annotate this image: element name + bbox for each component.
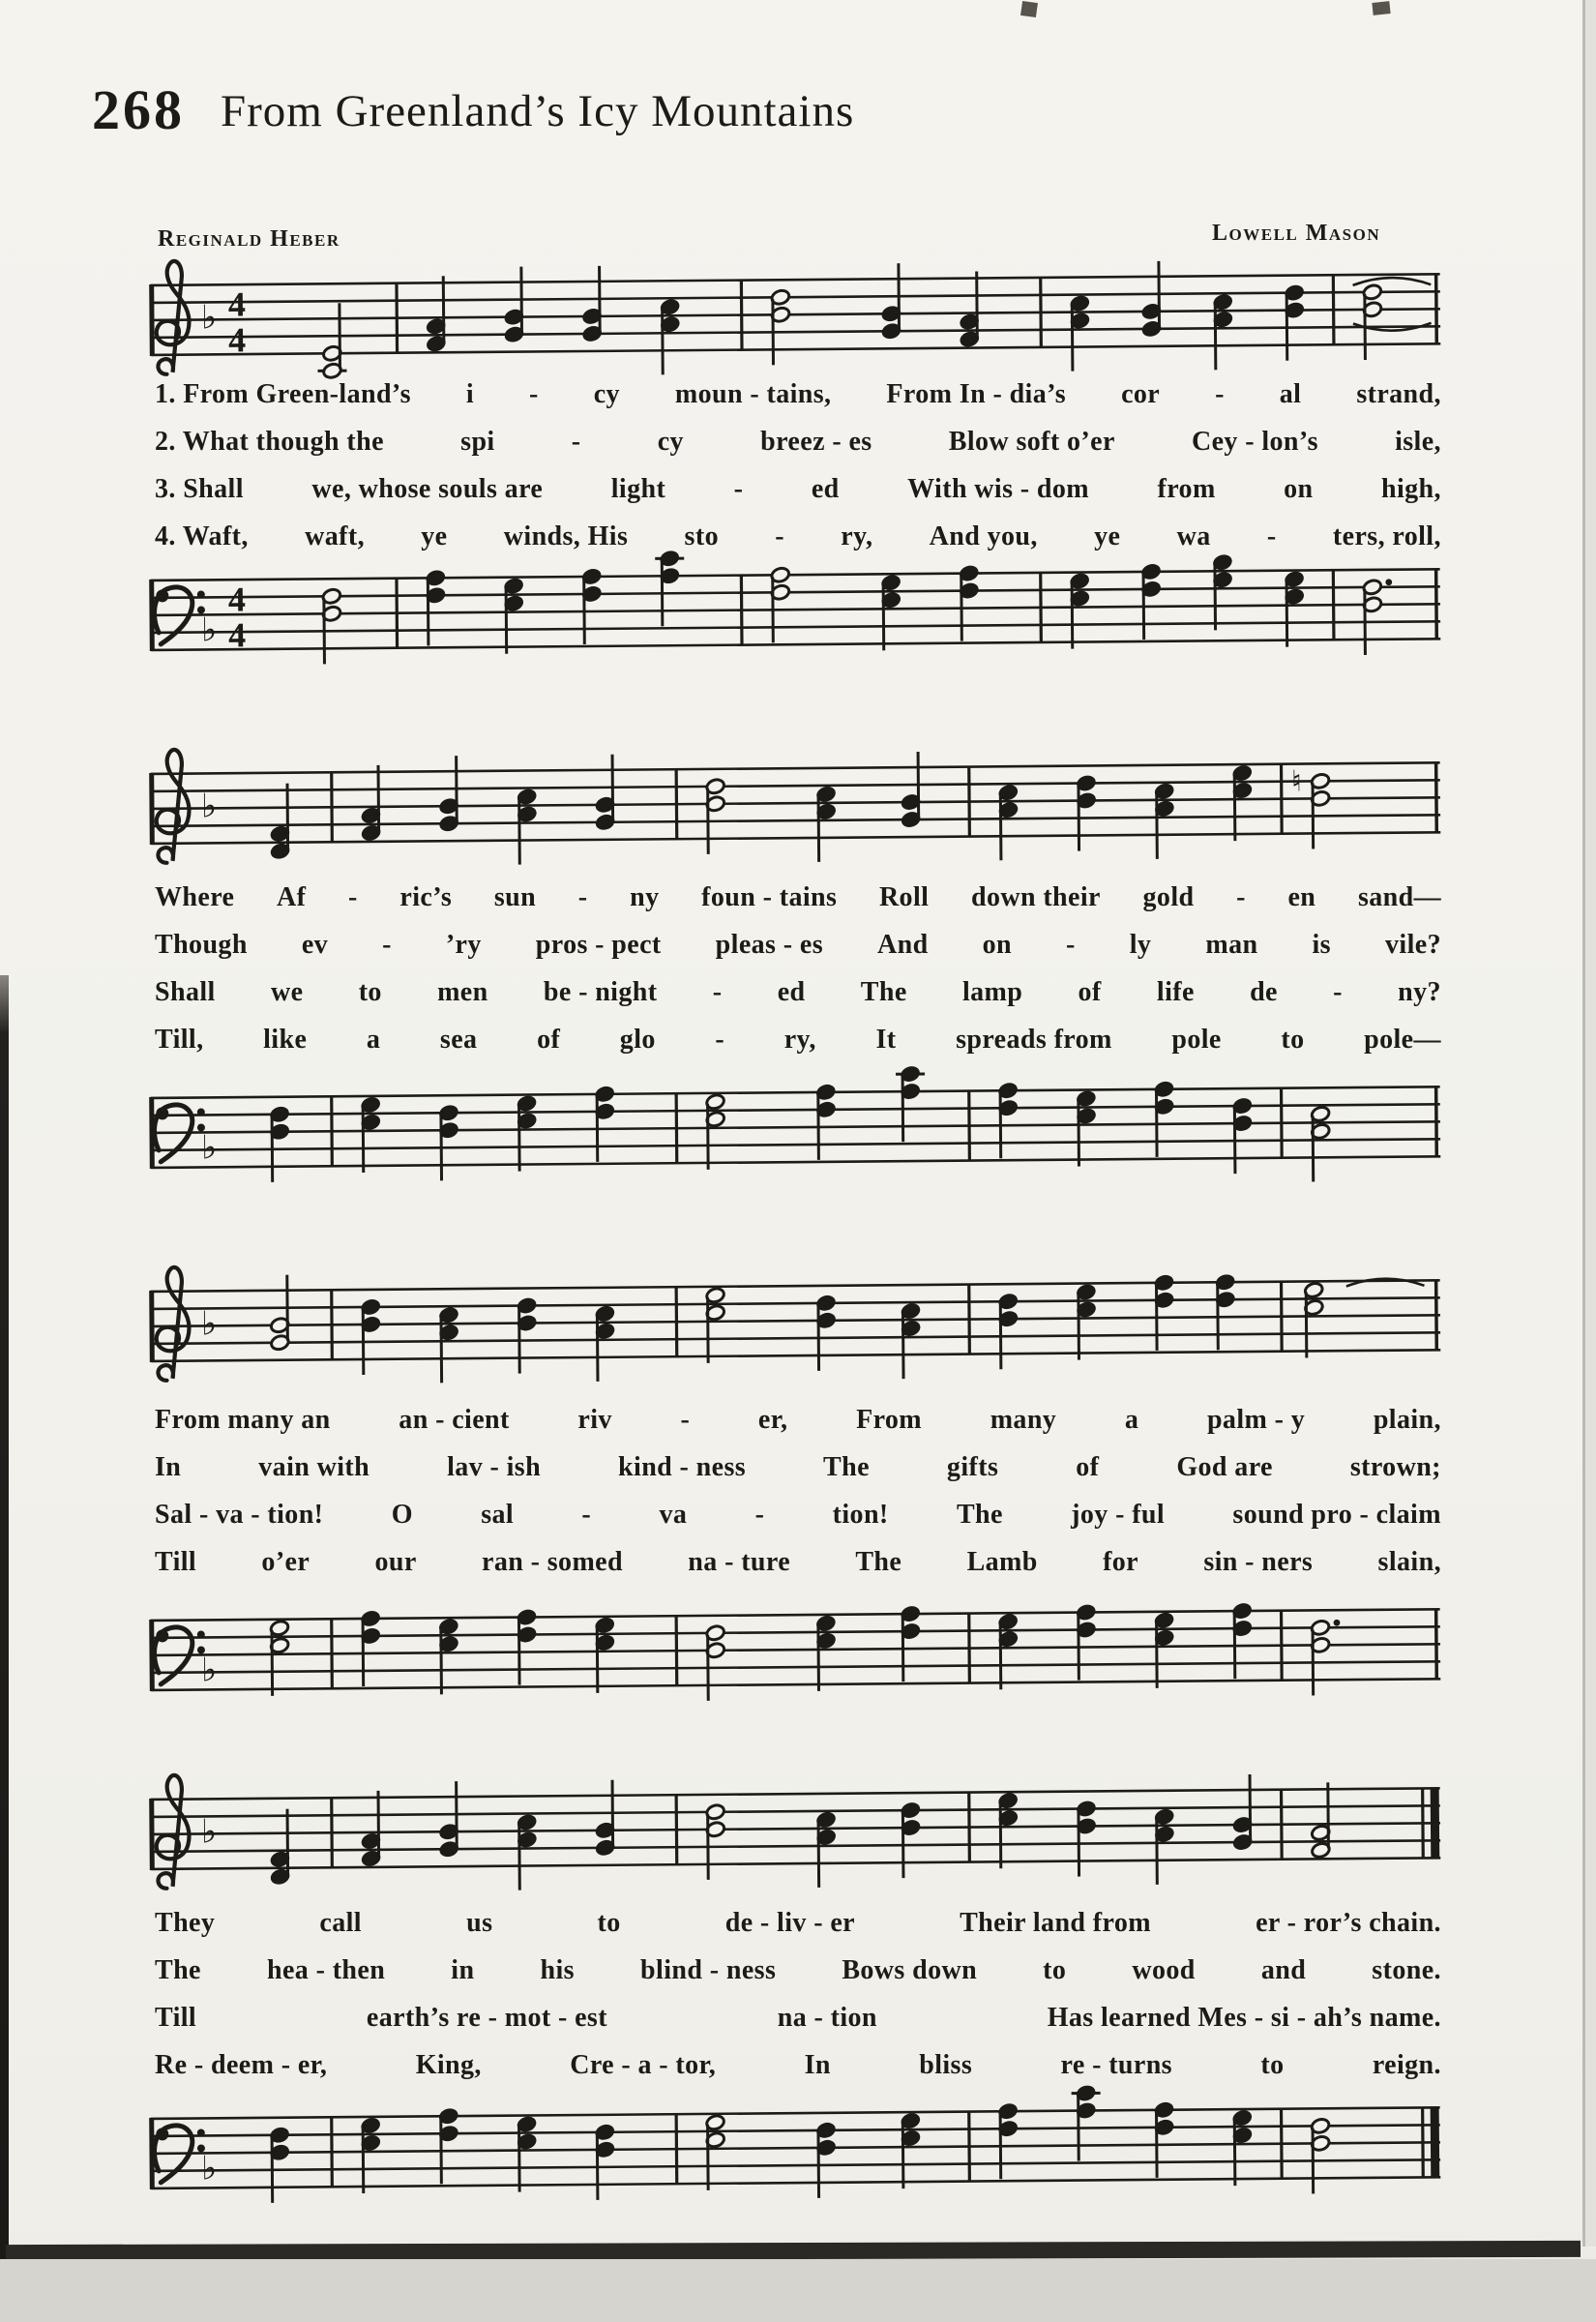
verse-1-line-3: From many an an - cient riv - er, From many a palm - y plain, [155,1405,1441,1435]
scan-bleed-mark [1020,1,1038,17]
verse-block-4 [155,1908,1441,2098]
verse-4-line-4: Re - deem - er, King, Cre - a - tor, In bliss re - turns to reign. [155,2050,1441,2080]
svg-text:♭: ♭ [200,2149,218,2188]
scan-bottom-edge [6,2241,1581,2261]
verse-1-line-1: 1. From Green-land’s i - cy moun - tains, From In - dia’s cor - al strand, [155,379,1441,409]
composer-name: Lowell Mason [1212,221,1381,246]
svg-text:♮: ♮ [1290,764,1302,799]
verse-3-line-1: 3. Shall we, whose souls are light - ed With wis - dom from on high, [155,474,1441,504]
system-2-treble-staff [142,724,1444,880]
verse-2-line-4: The hea - then in his blind - ness Bows down to wood and stone. [155,1955,1441,1985]
system-2-bass-staff [142,1048,1444,1205]
svg-text:4: 4 [228,320,247,360]
svg-text:♭: ♭ [200,1651,218,1690]
author-name: Reginald Heber [158,226,340,252]
svg-text:4: 4 [227,284,247,324]
verse-3-line-3: Sal - va - tion! O sal - va - tion! The joy - ful sound pro - claim [155,1500,1441,1530]
svg-text:4: 4 [227,580,247,619]
verse-4-line-1: 4. Waft, waft, ye winds, His sto - ry, And you, ye wa - ters, roll, [155,521,1441,551]
svg-text:♭: ♭ [200,1812,218,1852]
hymn-title: From Greenland’s Icy Mountains [221,86,855,136]
scan-left-edge [0,975,9,2262]
svg-text:♭: ♭ [200,298,218,338]
verse-3-line-2: Shall we to men be - night - ed The lamp of life de - ny? [155,977,1441,1007]
system-4-treble-staff [142,1749,1444,1906]
svg-text:♭: ♭ [200,1128,218,1168]
verse-2-line-2: Though ev - ’ry pros - pect pleas - es And on - ly man is vile? [155,930,1441,960]
svg-text:♭: ♭ [200,610,218,650]
svg-text:♭: ♭ [200,1304,218,1344]
system-1-bass-staff [142,530,1444,687]
verse-2-line-1: 2. What though the spi - cy breez - es Blow soft o’er Cey - lon’s isle, [155,427,1441,457]
verse-4-line-3: Till o’er our ran - somed na - ture The Lamb for sin - ners slain, [155,1547,1441,1577]
svg-text:4: 4 [228,615,247,655]
scan-bottom-shade [0,2259,1596,2322]
system-4-bass-staff [142,2069,1444,2225]
scan-bleed-mark [1372,1,1390,15]
hymn-number: 268 [92,78,185,141]
svg-text:♭: ♭ [200,787,218,826]
system-1-treble-staff [142,235,1444,392]
system-3-treble-staff [142,1241,1444,1398]
verse-4-line-2: Till, like a sea of glo - ry, It spreads from pole to pole— [155,1025,1441,1055]
verse-block-2 [155,882,1441,1072]
system-3-bass-staff [142,1570,1444,1727]
verse-1-line-4: They call us to de - liv - er Their land from er - ror’s chain. [155,1908,1441,1938]
verse-3-line-4: Till earth’s re - mot - est na - tion Has learned Mes - si - ah’s name. [155,2003,1441,2033]
scan-right-shade [1585,0,1596,2247]
verse-2-line-3: In vain with lav - ish kind - ness The gifts of God are strown; [155,1452,1441,1482]
verse-1-line-2: Where Af - ric’s sun - ny foun - tains Roll down their gold - en sand— [155,882,1441,912]
verse-block-3 [155,1405,1441,1594]
